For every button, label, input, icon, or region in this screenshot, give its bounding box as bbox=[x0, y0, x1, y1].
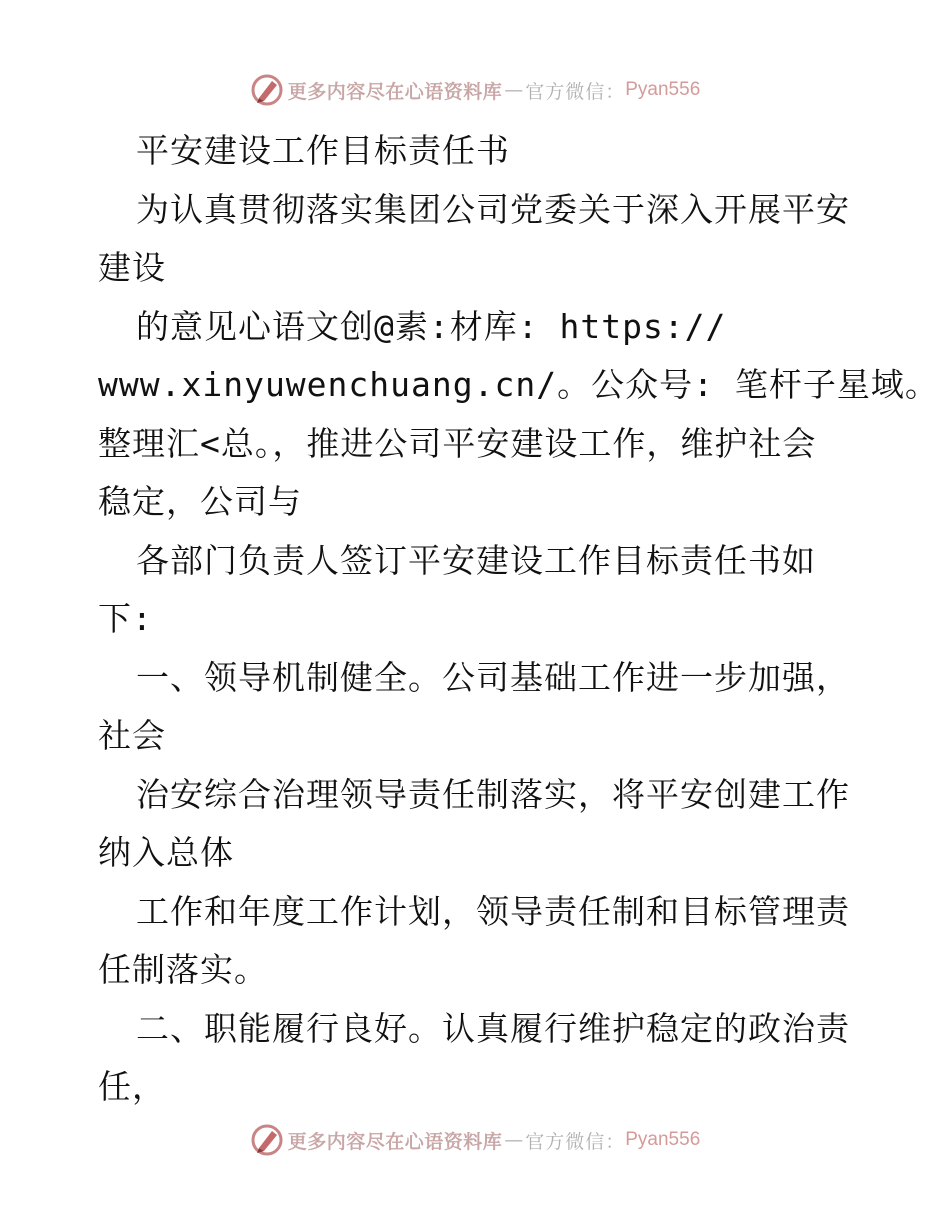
paragraph-line: 治安综合治理领导责任制落实，将平安创建工作 bbox=[136, 774, 850, 814]
banner-slogan: 更多内容尽在心语资料库 bbox=[287, 80, 503, 103]
banner-official-label: 官方微信： bbox=[525, 1130, 626, 1153]
paragraph-line: 稳定，公司与 bbox=[98, 482, 302, 521]
pen-logo-icon bbox=[250, 1123, 284, 1157]
paragraph-line: 整理汇<总。，推进公司平安建设工作，维护社会 bbox=[98, 423, 817, 463]
paragraph-line: 一、领导机制健全。公司基础工作进一步加强， bbox=[136, 657, 850, 697]
paragraph-line: 建设 bbox=[98, 248, 166, 287]
footer-watermark-banner bbox=[0, 1120, 950, 1160]
banner-official-label: 官方微信： bbox=[525, 80, 626, 103]
banner-dash: — bbox=[504, 79, 524, 101]
document-title: 平安建设工作目标责任书 bbox=[136, 131, 510, 170]
paragraph-line: www.xinyuwenchuang.cn/。公众号: 笔杆子星域。 bbox=[98, 365, 939, 404]
paragraph-line: 下: bbox=[98, 599, 153, 638]
paragraph-line: 为认真贯彻落实集团公司党委关于深入开展平安 bbox=[136, 189, 850, 229]
paragraph-line: 任， bbox=[98, 1067, 166, 1106]
paragraph-line: 纳入总体 bbox=[98, 833, 234, 872]
paragraph-line: 工作和年度工作计划，领导责任制和目标管理责 bbox=[136, 891, 850, 931]
banner-account-id: Pyan556 bbox=[625, 1129, 701, 1150]
paragraph-line: 的意见心语文创@素:材库: https:// bbox=[136, 306, 727, 346]
paragraph-line: 社会 bbox=[98, 716, 166, 755]
pen-logo-icon bbox=[250, 73, 284, 107]
header-watermark-banner bbox=[0, 70, 950, 110]
paragraph-line: 任制落实。 bbox=[98, 950, 268, 989]
document-body bbox=[98, 122, 939, 1117]
banner-dash: — bbox=[504, 1129, 524, 1151]
paragraph-line: 各部门负责人签订平安建设工作目标责任书如 bbox=[136, 540, 816, 580]
banner-account-id: Pyan556 bbox=[625, 79, 701, 100]
paragraph-line: 二、职能履行良好。认真履行维护稳定的政治责 bbox=[136, 1008, 850, 1048]
banner-slogan: 更多内容尽在心语资料库 bbox=[287, 1130, 503, 1153]
